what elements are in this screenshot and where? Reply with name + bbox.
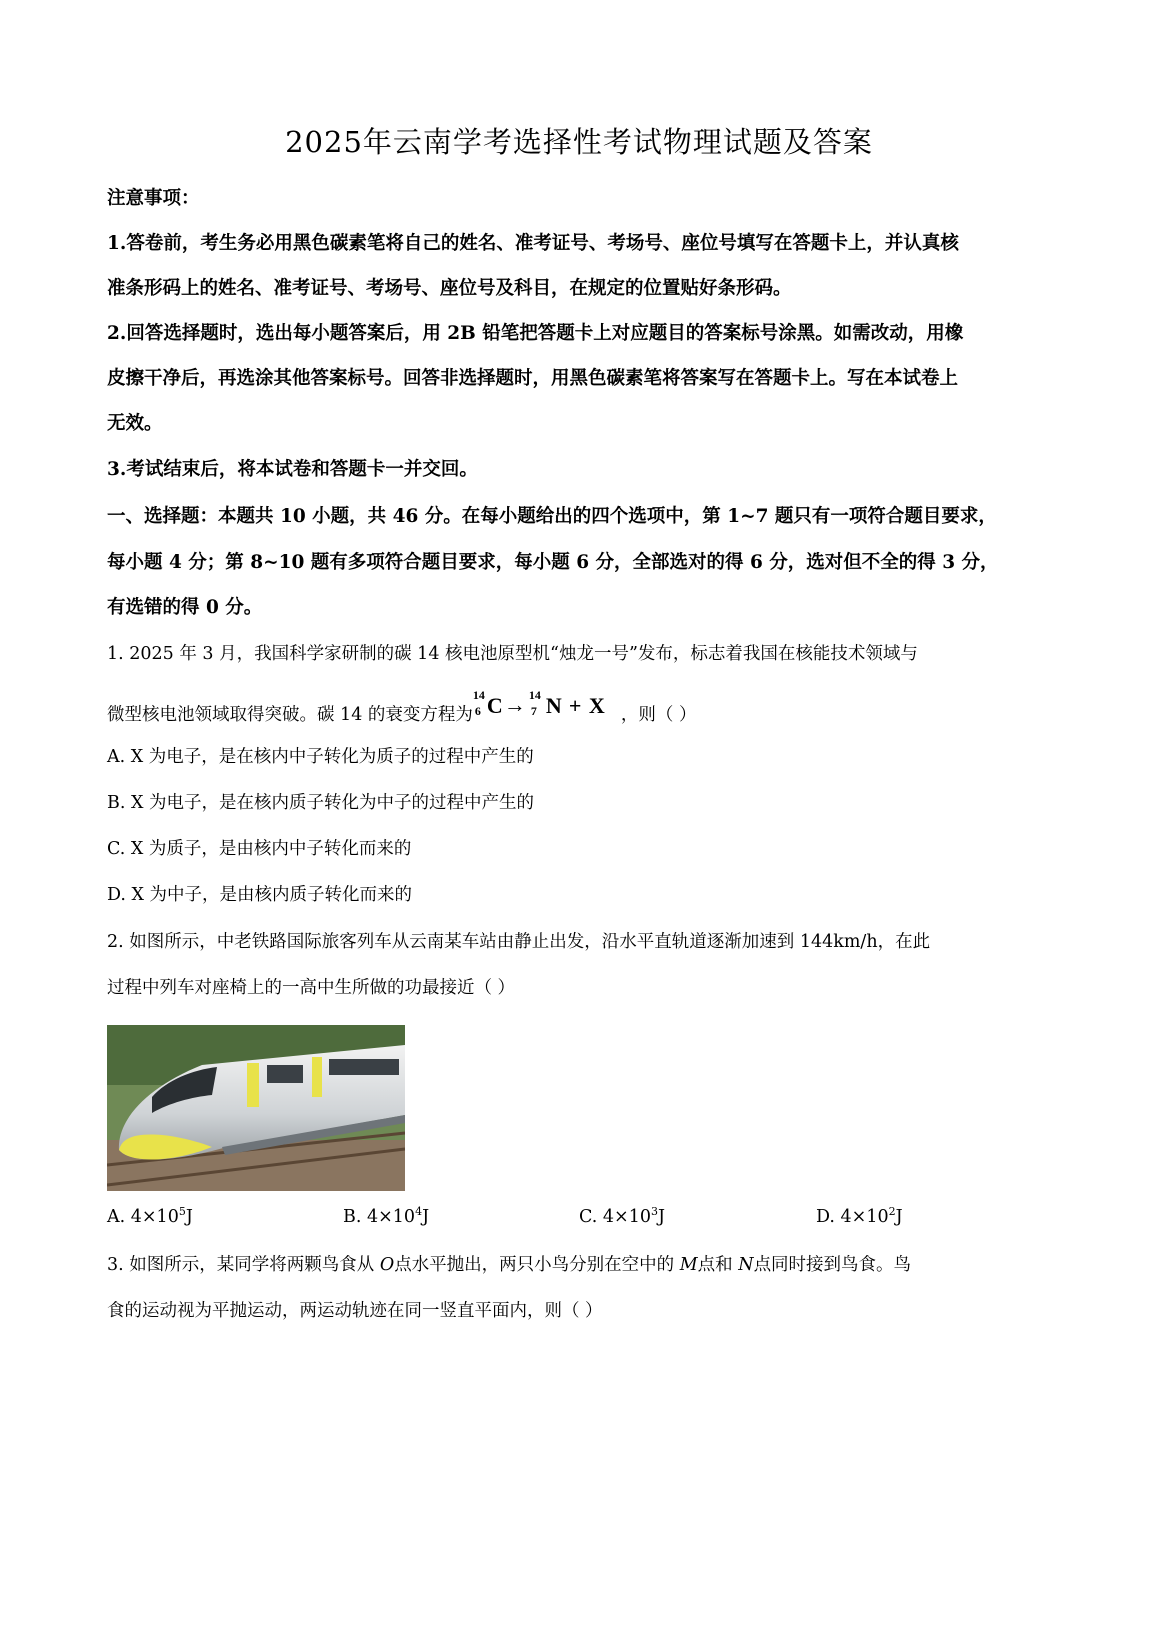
arrow-symbol: → — [503, 692, 526, 717]
q2-b-unit: J — [422, 1206, 430, 1227]
n-mass-number: 14 — [528, 688, 541, 702]
q1-option-d: D. X 为中子，是由核内质子转化而来的 — [107, 885, 413, 905]
q2-option-b — [343, 1205, 429, 1227]
q3-text-c: 点和 — [697, 1255, 739, 1275]
train-window — [329, 1059, 399, 1075]
q2-c-exponent: 3 — [650, 1205, 658, 1218]
carbon-symbol: C — [486, 693, 503, 718]
notice-heading: 注意事项： — [107, 188, 200, 209]
notice-line-3: 2.回答选择题时，选出每小题答案后，用 2B 铅笔把答题卡上对应题目的答案标号涂黑。如需改动，用橡 — [107, 323, 964, 344]
q1-option-b: B. X 为电子，是在核内质子转化为中子的过程中产生的 — [107, 793, 535, 813]
q3-line-2: 食的运动视为平抛运动，两运动轨迹在同一竖直平面内，则（ ） — [107, 1301, 603, 1321]
notice-line-5: 无效。 — [107, 413, 163, 434]
point-m: M — [679, 1255, 698, 1275]
train-image — [107, 1025, 405, 1191]
section-line-2: 每小题 4 分；第 8~10 题有多项符合题目要求，每小题 6 分，全部选对的得 6 分，选对但不全的得 3 分， — [107, 552, 999, 573]
q3-line-1 — [107, 1251, 911, 1276]
notice-line-1: 1.答卷前，考生务必用黑色碳素笔将自己的姓名、准考证号、考场号、座位号填写在答题卡上，并认真核 — [107, 233, 959, 254]
q1-line-2-end: ，则（ ） — [620, 705, 697, 725]
n-atomic-number: 7 — [530, 704, 537, 718]
section-line-1: 一、选择题：本题共 10 小题，共 46 分。在每小题给出的四个选项中，第 1~7 题只有一项符合题目要求， — [107, 506, 997, 527]
q2-line-1: 2. 如图所示，中老铁路国际旅客列车从云南某车站由静止出发，沿水平直轨道逐渐加速到 144km/h，在此 — [107, 932, 931, 952]
q2-a-unit: J — [185, 1206, 193, 1227]
section-line-3: 有选错的得 0 分。 — [107, 597, 263, 618]
notice-line-2: 准条形码上的姓名、准考证号、考场号、座位号及科目，在规定的位置贴好条形码。 — [107, 278, 792, 299]
q2-c-text: C. 4×10 — [579, 1206, 651, 1227]
x-symbol: X — [588, 693, 605, 718]
q2-c-unit: J — [657, 1206, 665, 1227]
q2-a-exponent: 5 — [178, 1205, 186, 1218]
train-door — [312, 1057, 322, 1097]
q1-line-1: 1. 2025 年 3 月，我国科学家研制的碳 14 核电池原型机“烛龙一号”发布，标志着我国在核能技术领域与 — [107, 644, 918, 664]
c-atomic-number: 6 — [474, 704, 481, 718]
page-title: 2025年云南学考选择性考试物理试题及答案 — [285, 125, 873, 159]
q2-option-c — [579, 1205, 665, 1227]
q2-option-a — [107, 1205, 193, 1227]
decay-equation — [472, 688, 621, 726]
q2-a-text: A. 4×10 — [107, 1206, 179, 1227]
nitrogen-symbol: N — [545, 693, 562, 718]
notice-line-4: 皮擦干净后，再选涂其他答案标号。回答非选择题时，用黑色碳素笔将答案写在答题卡上。写在本试卷上 — [107, 368, 959, 389]
q2-option-d — [816, 1205, 903, 1227]
q2-d-unit: J — [895, 1206, 903, 1227]
q2-d-exponent: 2 — [888, 1205, 896, 1218]
q3-text-a: 3. 如图所示，某同学将两颗鸟食从 — [107, 1255, 380, 1275]
notice-line-6: 3.考试结束后，将本试卷和答题卡一并交回。 — [107, 459, 478, 480]
c-mass-number: 14 — [472, 688, 485, 702]
q3-text-b: 点水平抛出，两只小鸟分别在空中的 — [394, 1255, 680, 1275]
point-n: N — [738, 1255, 754, 1275]
q2-b-exponent: 4 — [415, 1205, 423, 1218]
q2-d-text: D. 4×10 — [816, 1206, 889, 1227]
q3-text-d: 点同时接到鸟食。鸟 — [753, 1255, 912, 1275]
q1-line-2 — [107, 688, 697, 726]
train-window — [267, 1065, 303, 1083]
q1-line-2-text: 微型核电池领域取得突破。碳 14 的衰变方程为 — [107, 705, 473, 725]
q2-b-text: B. 4×10 — [343, 1206, 416, 1227]
point-o: O — [379, 1255, 395, 1275]
plus-symbol: + — [568, 693, 582, 718]
q1-option-a: A. X 为电子，是在核内中子转化为质子的过程中产生的 — [107, 747, 534, 767]
q1-option-c: C. X 为质子，是由核内中子转化而来的 — [107, 839, 412, 859]
q2-line-2: 过程中列车对座椅上的一高中生所做的功最接近（ ） — [107, 978, 516, 998]
train-door — [247, 1063, 259, 1107]
